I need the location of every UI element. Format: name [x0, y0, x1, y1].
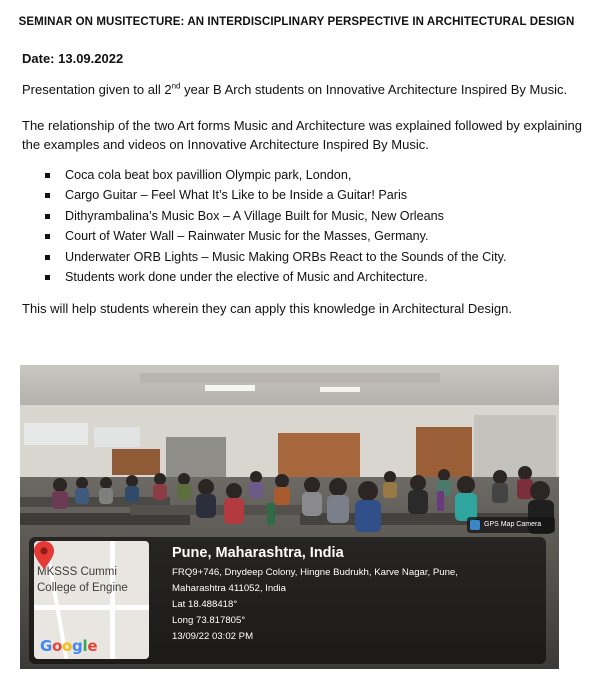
examples-list	[44, 165, 506, 287]
google-letter: g	[72, 637, 83, 655]
paragraph-presentation-text-start: Presentation given to all 2	[22, 82, 172, 97]
bullet-square-icon	[45, 275, 50, 280]
paragraph-presentation	[22, 82, 592, 97]
ceiling-light	[205, 385, 255, 391]
list-item-text: Coca cola beat box pavillion Olympic park, London,	[65, 168, 352, 182]
water-bottle	[437, 491, 444, 511]
gps-camera-badge	[467, 517, 555, 533]
google-letter: G	[40, 637, 53, 655]
google-letter: o	[52, 637, 63, 655]
bullet-square-icon	[45, 173, 50, 178]
map-place-line2: College of Engine	[37, 582, 128, 594]
notice-board	[112, 449, 160, 475]
latitude: Lat 18.488418°	[172, 599, 238, 610]
google-letter: e	[87, 637, 98, 655]
longitude: Long 73.817805°	[172, 615, 246, 626]
list-item	[44, 165, 506, 185]
address-line-1: FRQ9+746, Dnydeep Colony, Hingne Budrukh, Karve Nagar, Pune,	[172, 567, 458, 578]
list-item-text: Dithyrambalina’s Music Box – A Village Built for Music, New Orleans	[65, 208, 444, 223]
google-letter: o	[62, 637, 73, 655]
document-title: SEMINAR ON MUSITECTURE: AN INTERDISCIPLINARY PERSPECTIVE IN ARCHITECTURAL DESIGN	[18, 16, 575, 28]
cupboard	[166, 437, 226, 479]
list-item	[44, 206, 506, 226]
desk	[130, 505, 310, 515]
map-road	[110, 541, 115, 659]
list-item-text: Underwater ORB Lights – Music Making ORBs React to the Sounds of the City.	[65, 249, 507, 264]
address-line-2: Maharashtra 411052, India	[172, 583, 286, 594]
window	[94, 427, 140, 447]
google-logo	[40, 637, 97, 655]
location-info	[172, 543, 458, 645]
list-item	[44, 247, 506, 267]
google-wordmark	[40, 637, 97, 655]
google-letter: l	[82, 637, 88, 655]
notice-board	[278, 433, 360, 479]
list-item-text: Students work done under the elective of Music and Architecture.	[65, 269, 428, 284]
location-overlay	[29, 537, 546, 664]
ceiling-light	[320, 387, 360, 392]
map-road	[34, 605, 149, 610]
paragraph-conclusion: This will help students wherein they can apply this knowledge in Architectural Design.	[22, 301, 512, 316]
camera-icon	[470, 520, 480, 530]
bullet-square-icon	[45, 255, 50, 260]
map-place-line1: MKSSS Cummi	[37, 566, 117, 578]
paragraph-relationship: The relationship of the two Art forms Music and Architecture was explained followed by explaining the examples and videos on Innovative Architecture Inspired By Music.	[22, 118, 583, 152]
list-item-text: Cargo Guitar – Feel What It’s Like to be Inside a Guitar! Paris	[65, 188, 408, 203]
paragraph-presentation-text-end: year B Arch students on Innovative Architecture Inspired By Music.	[180, 82, 568, 97]
ordinal-suffix: nd	[171, 81, 181, 91]
location-title: Pune, Maharashtra, India	[172, 545, 344, 561]
list-item	[44, 267, 506, 287]
list-item	[44, 226, 506, 246]
ceiling-beam	[140, 373, 440, 383]
list-item	[44, 185, 506, 205]
mini-map	[34, 541, 149, 659]
bullet-square-icon	[45, 214, 50, 219]
bullet-square-icon	[45, 193, 50, 198]
gps-camera-label: GPS Map Camera	[484, 521, 542, 528]
water-bottle	[267, 503, 275, 525]
document-date: Date: 13.09.2022	[22, 51, 124, 66]
classroom-photo	[20, 365, 559, 669]
bullet-square-icon	[45, 234, 50, 239]
list-item-text: Court of Water Wall – Rainwater Music for the Masses, Germany.	[65, 229, 429, 244]
location-pin-icon	[34, 541, 54, 569]
timestamp: 13/09/22 03:02 PM	[172, 631, 254, 642]
window	[24, 423, 88, 445]
